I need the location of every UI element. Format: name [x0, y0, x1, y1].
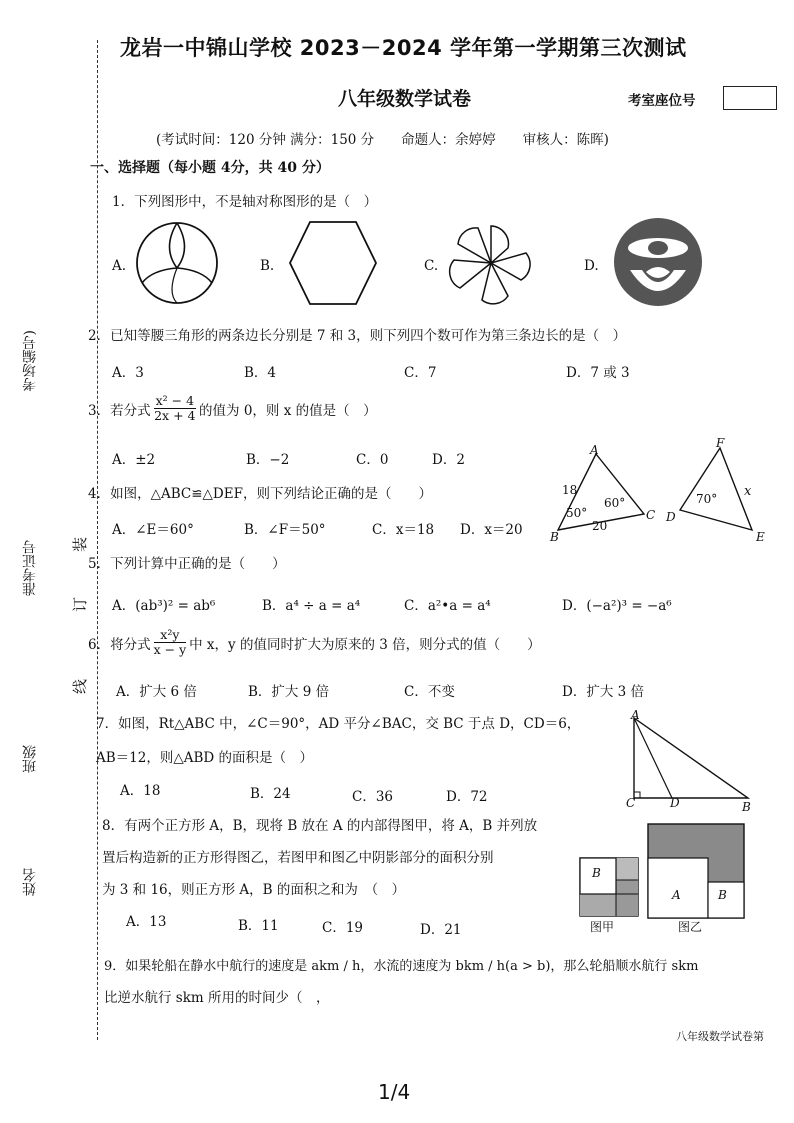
- q4-angle-60: 60°: [604, 496, 626, 510]
- q2-option-d[interactable]: D．7 或 3: [566, 365, 630, 381]
- q1-option-c-label: C.: [424, 258, 439, 274]
- q8-option-c[interactable]: C．19: [322, 920, 364, 936]
- q4-label-f: F: [716, 436, 725, 450]
- q1-figure-d: [612, 214, 704, 310]
- q5-option-a[interactable]: A．(ab³)² = ab⁶: [112, 598, 216, 614]
- q1-stem: 1．下列图形中，不是轴对称图形的是（ ）: [112, 194, 378, 210]
- q8-option-d[interactable]: D．21: [420, 922, 462, 938]
- q4-stem: 4．如图，△ABC≌△DEF，则下列结论正确的是（ ）: [88, 486, 432, 502]
- footer-tag: 八年级数学试卷第: [676, 1030, 764, 1043]
- q1-figure-c: [446, 218, 536, 308]
- q2-stem: 2．已知等腰三角形的两条边长分别是 7 和 3，则下列四个数可作为第三条边长的是（ ）: [88, 328, 627, 344]
- q9-line2: 比逆水航行 skm 所用的时间少（ ，: [104, 990, 330, 1006]
- q1-figure-a: [132, 218, 222, 308]
- q3-option-b[interactable]: B．−2: [246, 452, 290, 468]
- q4-label-d: D: [666, 510, 676, 524]
- q4-label-a: A: [590, 443, 599, 457]
- q4-side-18: 18: [562, 483, 578, 497]
- q6-option-c[interactable]: C．不变: [404, 684, 455, 700]
- q8-yi-label-b: B: [718, 888, 727, 902]
- q7-label-c: C: [626, 796, 636, 810]
- q6-option-a[interactable]: A．扩大 6 倍: [116, 684, 197, 700]
- q4-option-b[interactable]: B．∠F＝50°: [244, 522, 326, 538]
- q7-label-b: B: [742, 800, 751, 814]
- q7-label-a: A: [631, 708, 640, 722]
- q3-prefix: 3．若分式: [88, 402, 151, 419]
- q3-suffix: 的值为 0，则 x 的值是（ ）: [199, 402, 377, 419]
- q2-option-b[interactable]: B．4: [244, 365, 277, 381]
- q6-prefix: 6．将分式: [88, 636, 151, 653]
- q8-caption-jia: 图甲: [590, 920, 615, 934]
- q8-line1: 8．有两个正方形 A，B，现将 B 放在 A 的内部得图甲，将 A，B 并列放: [102, 818, 538, 834]
- q8-yi-label-a: A: [672, 888, 681, 902]
- q4-label-b: B: [550, 530, 559, 544]
- q8-option-b[interactable]: B．11: [238, 918, 279, 934]
- q4-label-e: E: [756, 530, 765, 544]
- q6-numerator: x²y: [154, 628, 187, 643]
- exam-subtitle: 八年级数学试卷: [338, 88, 472, 110]
- q4-label-x: x: [744, 484, 752, 499]
- binding-line: [97, 40, 98, 1040]
- class-label: 班级: [22, 745, 38, 773]
- q7-option-d[interactable]: D．72: [446, 789, 488, 805]
- q5-option-d[interactable]: D．(−a²)³ = −a⁶: [562, 598, 672, 614]
- q7-line1: 7．如图，Rt△ABC 中，∠C＝90°，AD 平分∠BAC，交 BC 于点 D，CD＝6，: [96, 716, 581, 732]
- q4-side-20: 20: [592, 519, 608, 533]
- seal-char-1: 装: [71, 536, 90, 553]
- q9-line1: 9．如果轮船在静水中航行的速度是 akm / h，水流的速度为 bkm / h(a > b)，那么轮船顺水航行 skm: [104, 959, 699, 974]
- q4-option-d[interactable]: D．x＝20: [460, 522, 523, 538]
- q6-fraction: [154, 628, 187, 658]
- seal-char-3: 线: [71, 678, 90, 695]
- q7-option-b[interactable]: B．24: [250, 786, 291, 802]
- q7-label-d: D: [670, 796, 680, 810]
- q6-stem: [88, 628, 541, 658]
- q4-angle-50: 50°: [566, 506, 588, 520]
- q7-line2: AB＝12，则△ABD 的面积是（ ）: [96, 750, 314, 766]
- name-label: 姓名: [22, 868, 38, 896]
- q2-option-a[interactable]: A．3: [112, 365, 144, 381]
- q3-numerator: x² − 4: [155, 393, 195, 408]
- triangle-def: [680, 448, 752, 530]
- q8-caption-yi: 图乙: [678, 920, 703, 934]
- page-indicator: 1/4: [378, 1080, 411, 1104]
- exam-room-number-label: 考场编号): [22, 330, 38, 392]
- q8-figure: [576, 822, 772, 920]
- q8-option-a[interactable]: A．13: [126, 914, 167, 930]
- seat-label: 考室座位号: [628, 93, 696, 109]
- q8-line3: 为 3 和 16，则正方形 A，B 的面积之和为 （ ）: [102, 882, 406, 898]
- exam-info: (考试时间：120 分钟 满分：150 分 命题人：余婷婷 审核人：陈晖): [156, 132, 609, 148]
- q3-fraction: [154, 394, 196, 424]
- q3-denominator: 2x + 4: [154, 408, 196, 424]
- q8-jia-label-b: B: [592, 866, 601, 880]
- q4-option-a[interactable]: A．∠E＝60°: [112, 522, 194, 538]
- q6-suffix: 中 x，y 的值同时扩大为原来的 3 倍，则分式的值（ ）: [189, 636, 541, 653]
- q1-figure-b: [288, 220, 378, 306]
- q7-option-a[interactable]: A．18: [120, 783, 161, 799]
- q4-angle-70: 70°: [696, 492, 718, 506]
- section-heading: 一、选择题（每小题 4分，共 40 分）: [90, 160, 330, 176]
- ticket-number-label: 准考证号: [22, 540, 38, 596]
- q1-option-d-label: D.: [584, 258, 599, 274]
- q3-option-c[interactable]: C．0: [356, 452, 389, 468]
- seat-number-box[interactable]: [723, 86, 777, 110]
- q7-figure: [624, 712, 764, 804]
- q6-option-d[interactable]: D．扩大 3 倍: [562, 684, 644, 700]
- q5-option-b[interactable]: B．a⁴ ÷ a = a⁴: [262, 598, 361, 614]
- q8-line2: 置后构造新的正方形得图乙，若图甲和图乙中阴影部分的面积分别: [102, 850, 494, 866]
- q3-option-a[interactable]: A．±2: [112, 452, 156, 468]
- q6-denominator: x − y: [153, 642, 187, 658]
- q5-stem: 5．下列计算中正确的是（ ）: [88, 556, 286, 572]
- seal-char-2: 订: [71, 596, 90, 613]
- q6-option-b[interactable]: B．扩大 9 倍: [248, 684, 330, 700]
- q4-label-c: C: [646, 508, 656, 522]
- q5-option-c[interactable]: C．a²•a = a⁴: [404, 598, 491, 614]
- q3-stem: [88, 394, 377, 424]
- exam-title: 龙岩一中锦山学校 2023－2024 学年第一学期第三次测试: [120, 36, 687, 60]
- q1-option-b-label: B.: [260, 258, 275, 274]
- q3-option-d[interactable]: D．2: [432, 452, 465, 468]
- q2-option-c[interactable]: C．7: [404, 365, 437, 381]
- q7-option-c[interactable]: C．36: [352, 789, 394, 805]
- q4-option-c[interactable]: C．x＝18: [372, 522, 435, 538]
- q1-option-a-label: A.: [112, 258, 127, 274]
